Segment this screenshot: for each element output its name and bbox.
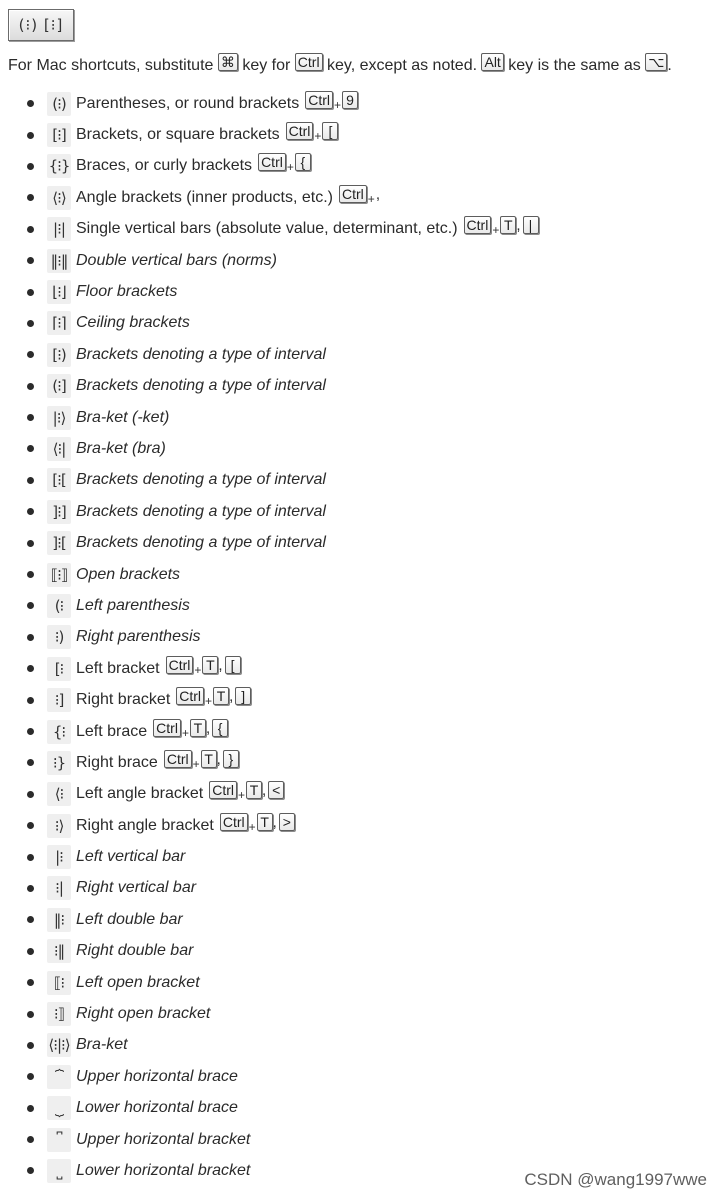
keyboard-shortcut [258, 154, 311, 178]
mac-shortcut-note [8, 54, 720, 78]
intro-text-1: For Mac shortcuts, substitute [8, 57, 214, 74]
list-item [26, 622, 716, 653]
keyboard-shortcut [339, 186, 382, 210]
list-item [26, 1061, 716, 1092]
key-cap: Ctrl [176, 687, 204, 705]
bracket-symbol-icon[interactable]: [⁝) [47, 343, 71, 367]
item-label: Right double bar [76, 942, 194, 960]
bracket-symbol-icon[interactable]: ⁝‖ [47, 939, 71, 963]
bracket-symbol-icon[interactable]: ⎵ [47, 1159, 71, 1183]
bullet-icon [27, 1136, 34, 1143]
item-label: Brackets denoting a type of interval [76, 345, 326, 363]
list-item [26, 245, 716, 276]
plus-sign: + [194, 662, 202, 677]
list-item [26, 371, 716, 402]
bullet-icon [27, 383, 34, 390]
bullet-icon [27, 885, 34, 892]
bullet-icon [27, 351, 34, 358]
list-item [26, 936, 716, 967]
list-item [26, 1093, 716, 1124]
keyboard-shortcut [153, 720, 228, 744]
bracket-symbol-icon[interactable]: ⏟ [47, 1096, 71, 1120]
key-cap: Ctrl [164, 750, 192, 768]
plus-sign: + [237, 788, 245, 803]
item-label: Double vertical bars (norms) [76, 251, 277, 269]
key-cap: T [246, 781, 262, 799]
comma-separator: , [272, 813, 277, 831]
alt-key: Alt [481, 53, 503, 71]
list-item [26, 276, 716, 307]
comma-separator: , [229, 688, 234, 706]
key-cap: > [279, 813, 295, 831]
item-label: Bra-ket [76, 1036, 128, 1054]
list-item [26, 559, 716, 590]
bracket-symbol-icon[interactable]: ⎴ [47, 1128, 71, 1152]
list-item [26, 151, 716, 182]
item-label: Right brace [76, 753, 158, 771]
bullet-icon [27, 100, 34, 107]
item-label: Left parenthesis [76, 596, 190, 614]
bracket-symbol-icon[interactable]: ⟨⁝ [47, 782, 71, 806]
bullet-icon [27, 289, 34, 296]
plus-sign: + [181, 725, 189, 740]
list-item [26, 684, 716, 715]
bracket-symbol-icon[interactable]: ⌊⁝⌋ [47, 280, 71, 304]
item-label: Left angle bracket [76, 785, 204, 803]
key-cap: { [295, 153, 311, 171]
keyboard-shortcut [166, 657, 241, 681]
bullet-icon [27, 791, 34, 798]
list-item [26, 214, 716, 245]
list-item [26, 1124, 716, 1155]
key-cap: 9 [342, 91, 358, 109]
key-cap: T [190, 719, 206, 737]
bullet-icon [27, 602, 34, 609]
bracket-symbol-icon[interactable]: ⁝) [47, 625, 71, 649]
key-cap: Ctrl [258, 153, 286, 171]
key-cap: Ctrl [339, 185, 367, 203]
list-item [26, 747, 716, 778]
list-item [26, 967, 716, 998]
list-item [26, 716, 716, 747]
command-key: ⌘ [218, 53, 238, 71]
bracket-symbol-icon[interactable]: ⌈⁝⌉ [47, 311, 71, 335]
item-label: Brackets denoting a type of interval [76, 471, 326, 489]
plus-sign: + [205, 694, 213, 709]
bullet-icon [27, 257, 34, 264]
item-label: Right vertical bar [76, 879, 197, 897]
list-item [26, 590, 716, 621]
bullet-icon [27, 1011, 34, 1018]
item-label: Brackets, or square brackets [76, 126, 280, 144]
bullet-icon [27, 634, 34, 641]
item-label: Right bracket [76, 691, 171, 709]
item-label: Upper horizontal brace [76, 1067, 238, 1085]
item-label: Bra-ket (bra) [76, 439, 166, 457]
bracket-symbol-icon[interactable]: [⁝] [47, 123, 71, 147]
item-label: Ceiling brackets [76, 314, 190, 332]
bracket-symbol-icon[interactable]: (⁝ [47, 594, 71, 618]
key-cap: T [213, 687, 229, 705]
bullet-icon [27, 665, 34, 672]
list-item [26, 904, 716, 935]
list-item [26, 998, 716, 1029]
list-item [26, 527, 716, 558]
bullet-icon [27, 477, 34, 484]
intro-text-5: . [667, 57, 672, 74]
comma-separator: , [205, 719, 211, 737]
bullet-icon [27, 320, 34, 327]
item-label: Parentheses, or round brackets [76, 94, 300, 112]
key-cap: Ctrl [220, 813, 248, 831]
key-cap: ] [235, 687, 251, 705]
item-label: Open brackets [76, 565, 181, 583]
plus-sign: + [248, 819, 256, 834]
bullet-icon [27, 508, 34, 515]
bracket-symbol-icon[interactable]: {⁝ [47, 720, 71, 744]
item-label: Brackets denoting a type of interval [76, 534, 326, 552]
bullet-icon [27, 948, 34, 955]
bracket-symbol-icon[interactable]: [⁝ [47, 657, 71, 681]
item-label: Brackets denoting a type of interval [76, 502, 326, 520]
bullet-icon [27, 1073, 34, 1080]
comma-separator: , [375, 185, 380, 203]
comma-separator: , [262, 782, 267, 800]
list-item [26, 653, 716, 684]
item-label: Left vertical bar [76, 848, 186, 866]
bracket-symbol-icon[interactable]: ]⁝[ [47, 531, 71, 555]
keyboard-shortcut [305, 92, 358, 116]
bullet-icon [27, 979, 34, 986]
keyboard-shortcut [286, 123, 339, 147]
item-label: Braces, or curly brackets [76, 157, 253, 175]
item-label: Bra-ket (-ket) [76, 408, 170, 426]
item-label: Left open bracket [76, 973, 200, 991]
item-label: Left double bar [76, 910, 183, 928]
key-cap: Ctrl [305, 91, 333, 109]
keyboard-shortcut [220, 814, 295, 838]
bullet-icon [27, 226, 34, 233]
bracket-symbol-icon[interactable]: |⁝| [47, 217, 71, 241]
bullet-icon [27, 571, 34, 578]
comma-separator: , [216, 750, 221, 768]
bullet-icon [27, 132, 34, 139]
bullet-icon [27, 1167, 34, 1174]
bullet-icon [27, 1042, 34, 1049]
intro-text-4: key is the same as [508, 57, 641, 74]
list-item [26, 433, 716, 464]
bracket-symbol-icon[interactable]: ⁝] [47, 688, 71, 712]
item-label: Brackets denoting a type of interval [76, 377, 326, 395]
bracket-symbol-icon[interactable]: ⟨⁝| [47, 437, 71, 461]
bracket-symbol-icon[interactable]: ⁝⟧ [47, 1002, 71, 1026]
bracket-symbol-icon[interactable]: ⟨⁝|⁝⟩ [47, 1033, 71, 1057]
bullet-icon [27, 445, 34, 452]
bracket-symbol-icon[interactable]: ⟦⁝ [47, 971, 71, 995]
keyboard-shortcut [176, 688, 251, 712]
key-cap: [ [225, 656, 241, 674]
list-item [26, 779, 716, 810]
item-label: Left bracket [76, 659, 160, 677]
intro-text-2: key for [242, 57, 291, 74]
comma-separator: , [516, 217, 521, 235]
bracket-symbol-icon[interactable]: ‖⁝ [47, 908, 71, 932]
item-label: Angle brackets (inner products, etc.) [76, 188, 334, 206]
item-label: Single vertical bars (absolute value, determinant, etc.) [76, 220, 458, 238]
plus-sign: + [286, 160, 294, 175]
item-label: Upper horizontal bracket [76, 1130, 251, 1148]
list-item [26, 873, 716, 904]
bullet-icon [27, 194, 34, 201]
key-cap: Ctrl [464, 216, 492, 234]
ctrl-key: Ctrl [295, 53, 323, 71]
bullet-icon [27, 728, 34, 735]
bracket-template-button[interactable]: (⁝) [⁝] [8, 9, 74, 41]
key-cap: [ [322, 122, 338, 140]
bracket-symbol-icon[interactable]: {⁝} [47, 154, 71, 178]
bracket-symbol-icon[interactable]: ]⁝] [47, 500, 71, 524]
bullet-icon [27, 854, 34, 861]
keyboard-shortcut [209, 782, 284, 806]
key-cap: Ctrl [153, 719, 181, 737]
list-item [26, 182, 716, 213]
bracket-symbol-icon[interactable]: ⁝⟩ [47, 814, 71, 838]
bullet-icon [27, 916, 34, 923]
list-item [26, 88, 716, 119]
bracket-symbol-icon[interactable]: ⁝| [47, 876, 71, 900]
list-item [26, 308, 716, 339]
comma-separator: , [218, 656, 223, 674]
bracket-list [26, 88, 716, 1187]
item-label: Left brace [76, 722, 148, 740]
intro-text-3: key, except as noted. [327, 57, 478, 74]
bracket-symbol-icon[interactable]: [⁝[ [47, 468, 71, 492]
plus-sign: + [367, 191, 375, 206]
key-cap: T [500, 216, 516, 234]
plus-sign: + [492, 223, 500, 238]
list-item [26, 496, 716, 527]
bracket-symbol-icon[interactable]: ⟦⁝⟧ [47, 563, 71, 587]
list-item [26, 465, 716, 496]
list-item [26, 402, 716, 433]
item-label: Lower horizontal bracket [76, 1161, 251, 1179]
bullet-icon [27, 414, 34, 421]
bracket-symbol-icon[interactable]: ‖⁝‖ [47, 249, 71, 273]
key-cap: T [257, 813, 273, 831]
item-label: Right angle bracket [76, 816, 214, 834]
list-item [26, 1030, 716, 1061]
bracket-symbol-icon[interactable]: (⁝) [47, 92, 71, 116]
bullet-icon [27, 540, 34, 547]
key-cap: Ctrl [286, 122, 314, 140]
key-cap: Ctrl [209, 781, 237, 799]
bullet-icon [27, 1105, 34, 1112]
key-cap: Ctrl [166, 656, 194, 674]
list-item [26, 339, 716, 370]
bracket-symbol-icon[interactable]: ⏞ [47, 1065, 71, 1089]
keyboard-shortcut [164, 751, 239, 775]
bracket-symbol-icon[interactable]: ⟨⁝⟩ [47, 186, 71, 210]
bracket-symbol-icon[interactable]: |⁝ [47, 845, 71, 869]
key-cap: T [201, 750, 217, 768]
list-item [26, 810, 716, 841]
key-cap: | [523, 216, 539, 234]
key-cap: T [202, 656, 218, 674]
bracket-symbol-icon[interactable]: ⁝} [47, 751, 71, 775]
bullet-icon [27, 163, 34, 170]
bracket-symbol-icon[interactable]: (⁝] [47, 374, 71, 398]
key-cap: { [212, 719, 228, 737]
item-label: Right parenthesis [76, 628, 201, 646]
watermark: CSDN @wang1997wwe [524, 1170, 707, 1189]
item-label: Lower horizontal brace [76, 1099, 238, 1117]
plus-sign: + [334, 97, 342, 112]
bracket-symbol-icon[interactable]: |⁝⟩ [47, 406, 71, 430]
option-key: ⌥ [645, 53, 667, 71]
plus-sign: + [314, 129, 322, 144]
item-label: Floor brackets [76, 283, 178, 301]
list-item [26, 841, 716, 872]
key-cap: < [268, 781, 284, 799]
plus-sign: + [192, 756, 200, 771]
key-cap: } [223, 750, 239, 768]
list-item [26, 119, 716, 150]
bullet-icon [27, 697, 34, 704]
bullet-icon [27, 822, 34, 829]
keyboard-shortcut [464, 217, 539, 241]
bullet-icon [27, 759, 34, 766]
item-label: Right open bracket [76, 1005, 211, 1023]
